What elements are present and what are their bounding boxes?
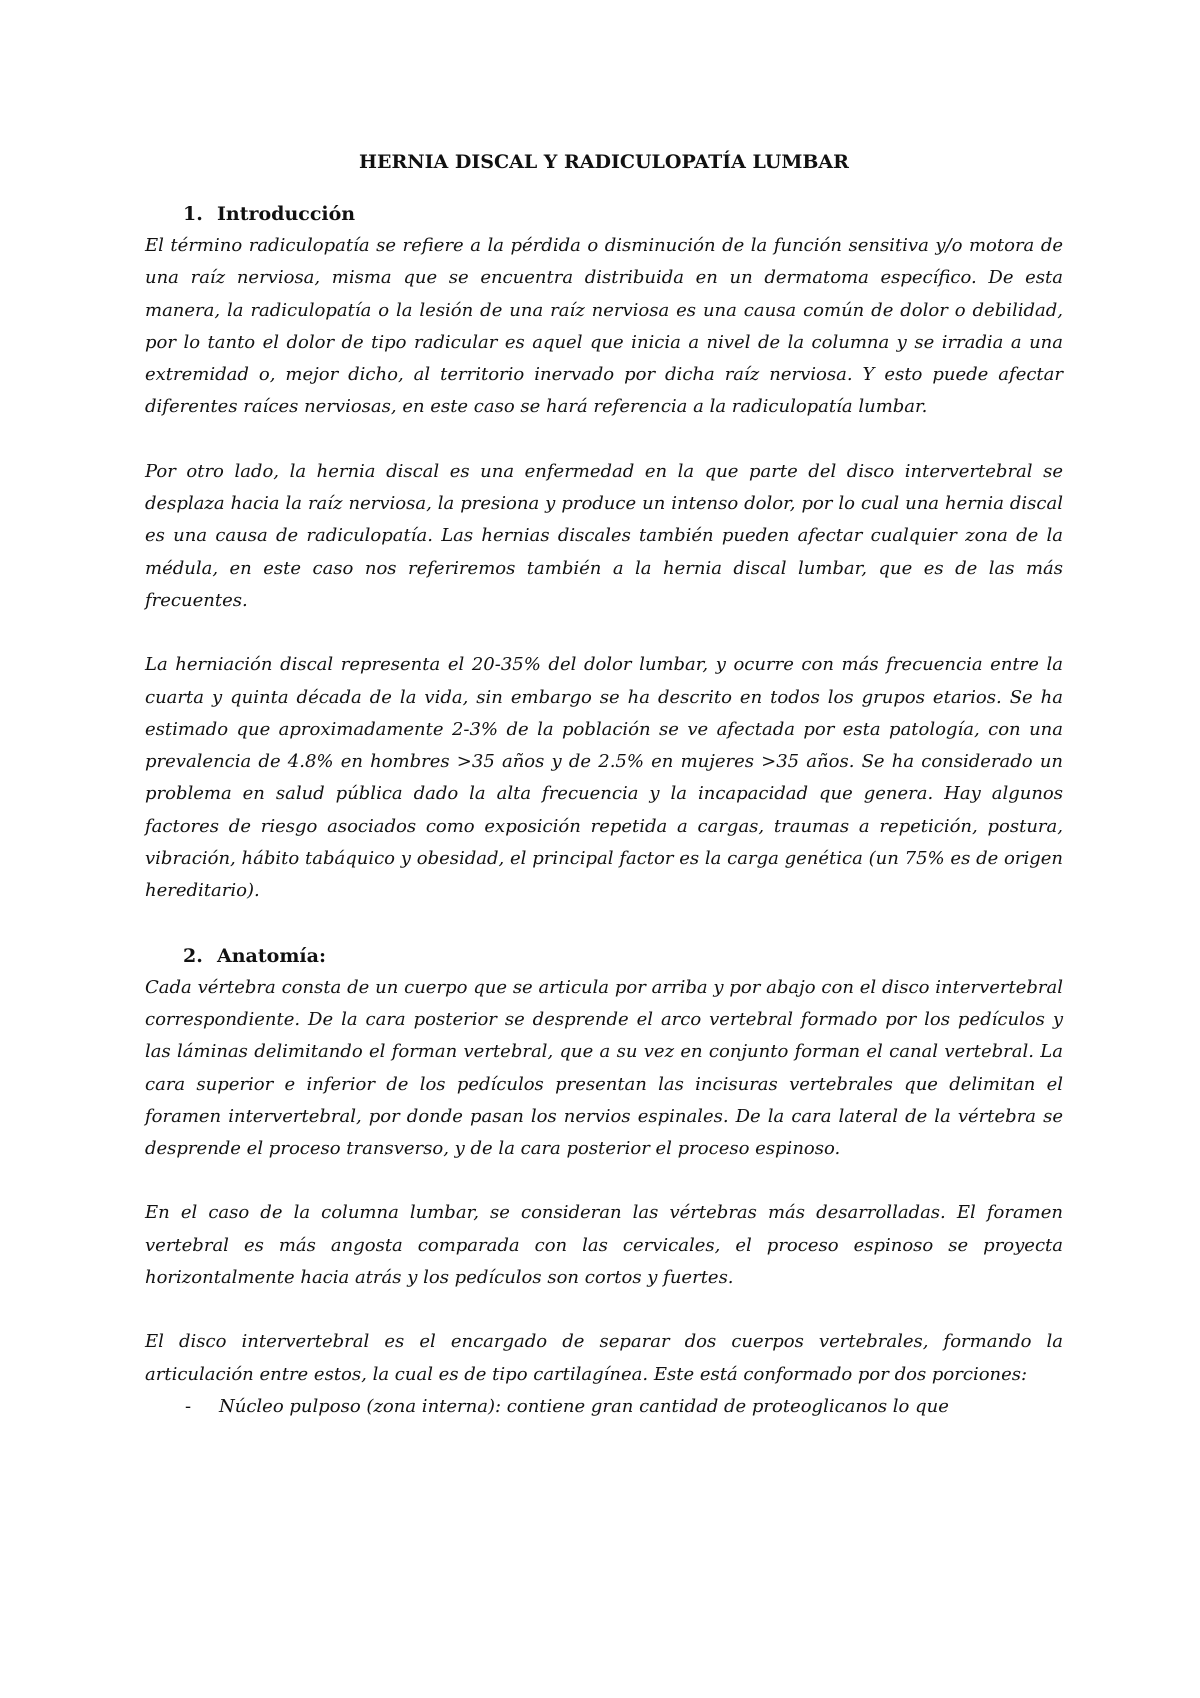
list-item [145,1391,1063,1423]
section-number: 2. [183,944,203,967]
section-heading-introduccion [145,198,1063,230]
list-item-text: Núcleo pulposo (zona interna): contiene gran cantidad de proteoglicanos lo que [219,1395,949,1417]
section-heading-text: Introducción [217,203,356,225]
paragraph: Cada vértebra consta de un cuerpo que se articula por arriba y por abajo con el disco intervertebral correspondiente. De la cara posterior se desprende el arco vertebral formado por los pedículos y las láminas delimitando el forman vertebral, que a su vez en conjunto forman el canal vertebral. La cara superior e inferior de los pedículos presentan las incisuras vertebrales que delimitan el foramen intervertebral, por donde pasan los nervios espinales. De la cara lateral de la vértebra se desprende el proceso transverso, y de la cara posterior el proceso espinoso. [145,976,1063,1160]
section-heading-anatomia [145,940,1063,972]
paragraph: El término radiculopatía se refiere a la pérdida o disminución de la función sensitiva y/o motora de una raíz nerviosa, misma que se encuentra distribuida en un dermatoma específico. De esta manera, la radiculopatía o la lesión de una raíz nerviosa es una causa común de dolor o debilidad, por lo tanto el dolor de tipo radicular es aquel que inicia a nivel de la columna y se irradia a una extremidad o, mejor dicho, al territorio inervado por dicha raíz nerviosa. Y esto puede afectar diferentes raíces nerviosas, en este caso se hará referencia a la radiculopatía lumbar. [145,235,1063,418]
document-content [145,146,1063,1423]
section-number: 1. [183,203,203,225]
section-heading-text: Anatomía: [217,944,326,967]
list-marker: - [185,1395,192,1417]
paragraph: Por otro lado, la hernia discal es una enfermedad en la que parte del disco intervertebral se desplaza hacia la raíz nerviosa, la presiona y produce un intenso dolor, por lo cual una hernia discal es una causa de radiculopatía. Las hernias discales también pueden afectar cualquier zona de la médula, en este caso nos referiremos también a la hernia discal lumbar, que es de las más frecuentes. [145,460,1063,611]
paragraph: La herniación discal representa el 20-35% del dolor lumbar, y ocurre con más frecuencia entre la cuarta y quinta década de la vida, sin embargo se ha descrito en todos los grupos etarios. Se ha estimado que aproximadamente 2-3% de la población se ve afectada por esta patología, con una prevalencia de 4.8% en hombres >35 años y de 2.5% en mujeres >35 años. Se ha considerado un problema en salud pública dado la alta frecuencia y la incapacidad que genera. Hay algunos factores de riesgo asociados como exposición repetida a cargas, traumas a repetición, postura, vibración, hábito tabáquico y obesidad, el principal factor es la carga genética (un 75% es de origen hereditario). [145,654,1063,902]
paragraph: El disco intervertebral es el encargado de separar dos cuerpos vertebrales, formando la articulación entre estos, la cual es de tipo cartilagínea. Este está conformado por dos porciones: [145,1331,1063,1385]
paragraph: En el caso de la columna lumbar, se consideran las vértebras más desarrolladas. El foramen vertebral es más angosta comparada con las cervicales, el proceso espinoso se proyecta horizontalmente hacia atrás y los pedículos son cortos y fuertes. [145,1202,1063,1289]
document-title: HERNIA DISCAL Y RADICULOPATÍA LUMBAR [359,151,849,173]
bullet-list [145,1391,1063,1423]
